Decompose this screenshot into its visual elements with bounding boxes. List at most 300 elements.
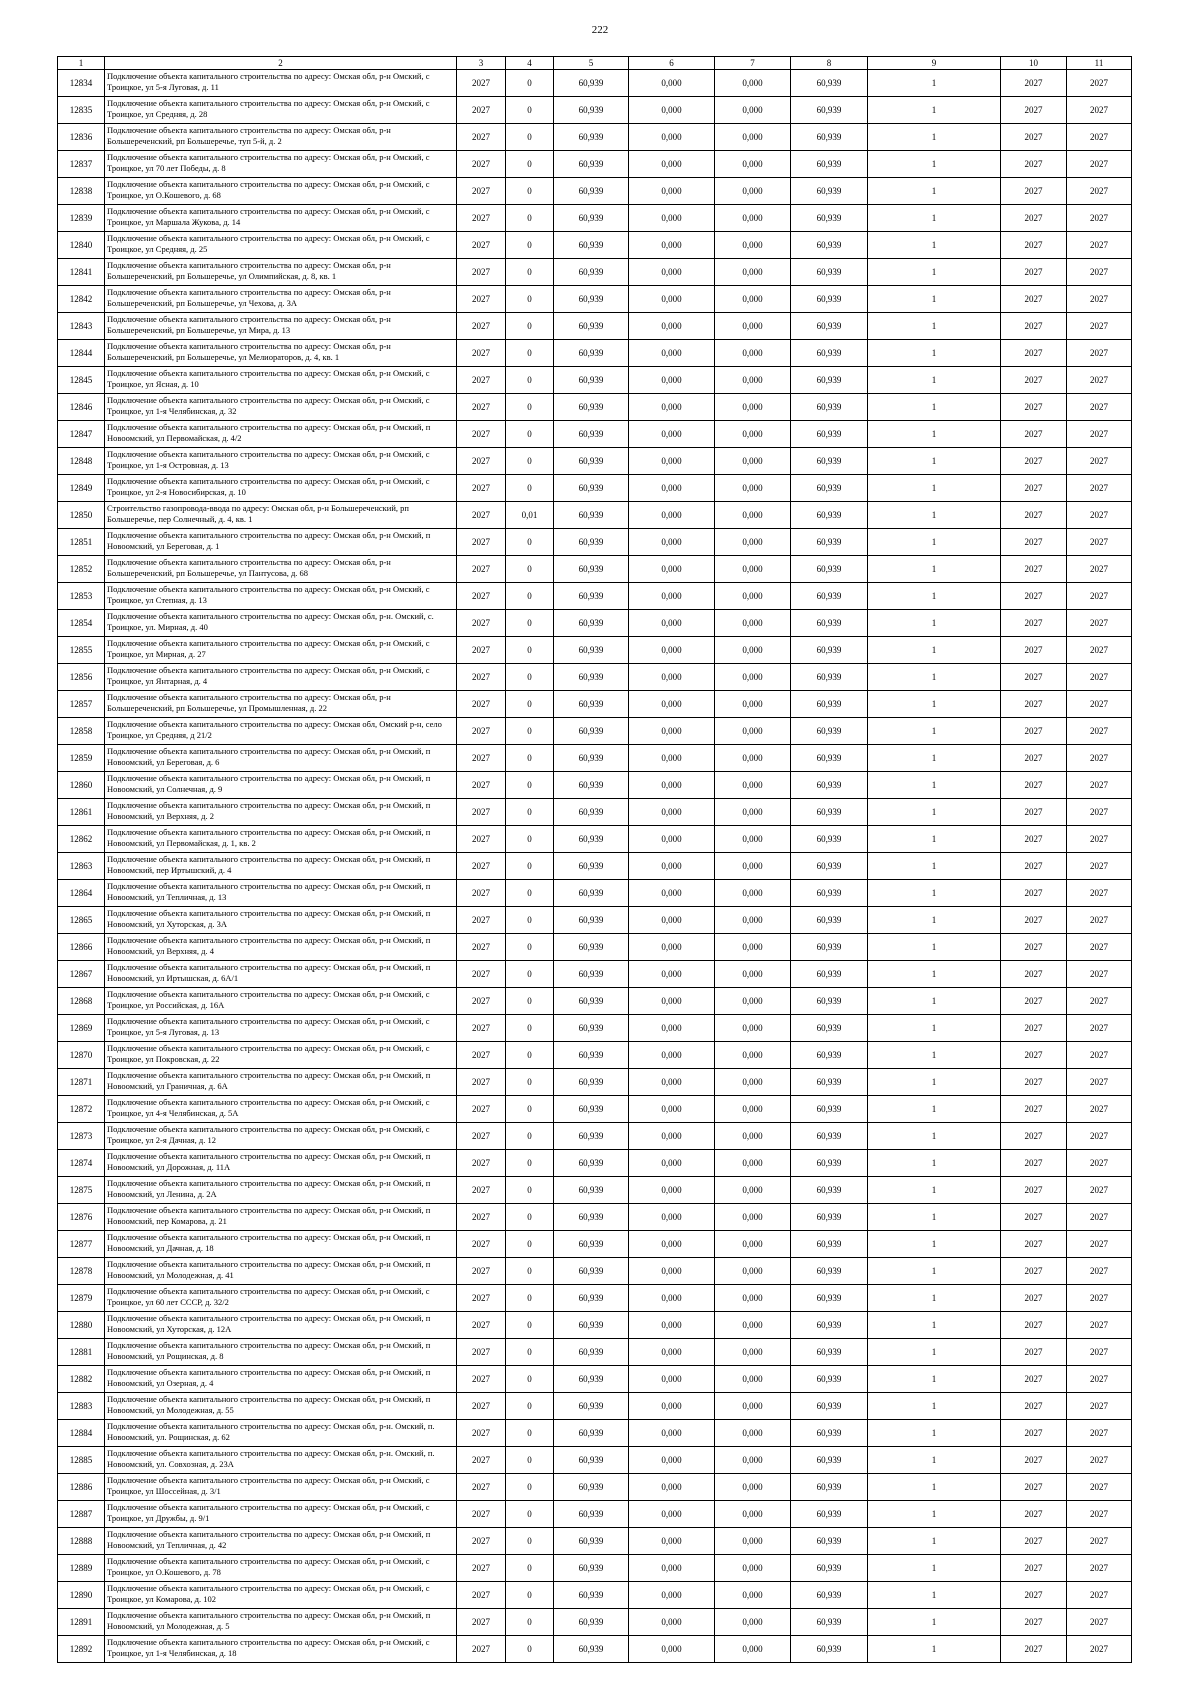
description-cell	[105, 367, 457, 394]
year-cell: 2027	[457, 691, 506, 718]
row-number-cell: 12843	[58, 313, 105, 340]
investment-table	[57, 56, 1132, 1663]
value-cell-8: 60,939	[791, 1609, 868, 1636]
description-text: Подключение объекта капитального строительства по адресу: Омская обл, р-н Омский, п Новоомский, ул Ленина, д. 2А	[107, 1178, 431, 1199]
description-cell	[105, 421, 457, 448]
row-number-cell: 12841	[58, 259, 105, 286]
value-cell-7: 0,000	[715, 1312, 791, 1339]
value-cell-6: 0,000	[629, 475, 715, 502]
row-number-cell: 12857	[58, 691, 105, 718]
description-cell	[105, 151, 457, 178]
value-cell-8: 60,939	[791, 1285, 868, 1312]
value-cell-9: 1	[868, 1366, 1001, 1393]
description-text: Строительство газопровода-ввода по адресу: Омская обл, р-н Большереченский, рп Большеречье, пер Солнечный, д. 4, кв. 1	[107, 503, 409, 524]
description-cell	[105, 1015, 457, 1042]
value-cell-7: 0,000	[715, 853, 791, 880]
value-cell-6: 0,000	[629, 529, 715, 556]
table-row	[58, 286, 1132, 313]
year-cell: 2027	[457, 124, 506, 151]
description-cell	[105, 1555, 457, 1582]
value-cell-5: 60,939	[554, 1312, 629, 1339]
year-start-cell: 2027	[1001, 745, 1067, 772]
year-cell: 2027	[457, 1231, 506, 1258]
description-cell	[105, 529, 457, 556]
value-cell-7: 0,000	[715, 610, 791, 637]
value-cell-5: 60,939	[554, 934, 629, 961]
value-cell-7: 0,000	[715, 1123, 791, 1150]
year-start-cell: 2027	[1001, 799, 1067, 826]
row-number-cell: 12866	[58, 934, 105, 961]
value-cell-4: 0	[506, 637, 554, 664]
year-end-cell: 2027	[1067, 1177, 1132, 1204]
value-cell-5: 60,939	[554, 421, 629, 448]
value-cell-6: 0,000	[629, 340, 715, 367]
value-cell-9: 1	[868, 1609, 1001, 1636]
value-cell-6: 0,000	[629, 1555, 715, 1582]
year-cell: 2027	[457, 745, 506, 772]
value-cell-8: 60,939	[791, 988, 868, 1015]
year-start-cell: 2027	[1001, 1447, 1067, 1474]
value-cell-9: 1	[868, 1312, 1001, 1339]
table-row	[58, 934, 1132, 961]
value-cell-5: 60,939	[554, 259, 629, 286]
description-text: Подключение объекта капитального строительства по адресу: Омская обл, р-н Омский, с Троицкое, ул 70 лет Победы, д. 8	[107, 152, 430, 173]
row-number-cell: 12850	[58, 502, 105, 529]
value-cell-4: 0	[506, 718, 554, 745]
description-text: Подключение объекта капитального строительства по адресу: Омская обл, р-н Омский, п Новоомский, ул Хуторская, д. 12А	[107, 1313, 431, 1334]
year-start-cell: 2027	[1001, 1609, 1067, 1636]
description-cell	[105, 1420, 457, 1447]
year-start-cell: 2027	[1001, 772, 1067, 799]
year-end-cell: 2027	[1067, 178, 1132, 205]
value-cell-9: 1	[868, 70, 1001, 97]
value-cell-9: 1	[868, 934, 1001, 961]
table-row	[58, 1555, 1132, 1582]
description-text: Подключение объекта капитального строительства по адресу: Омская обл, р-н Омский, п Новоомский, ул Верхняя, д. 2	[107, 800, 431, 821]
value-cell-6: 0,000	[629, 1015, 715, 1042]
year-end-cell: 2027	[1067, 502, 1132, 529]
value-cell-4: 0	[506, 340, 554, 367]
table-row	[58, 1123, 1132, 1150]
value-cell-5: 60,939	[554, 286, 629, 313]
value-cell-5: 60,939	[554, 826, 629, 853]
year-end-cell: 2027	[1067, 313, 1132, 340]
value-cell-8: 60,939	[791, 259, 868, 286]
table-row	[58, 853, 1132, 880]
year-cell: 2027	[457, 1015, 506, 1042]
row-number-cell: 12892	[58, 1636, 105, 1663]
year-end-cell: 2027	[1067, 961, 1132, 988]
description-text: Подключение объекта капитального строительства по адресу: Омская обл, р-н Омский, с Троицкое, ул Шоссейная, д. 3/1	[107, 1475, 430, 1496]
year-start-cell: 2027	[1001, 232, 1067, 259]
description-cell	[105, 70, 457, 97]
value-cell-6: 0,000	[629, 1393, 715, 1420]
table-row	[58, 1177, 1132, 1204]
value-cell-6: 0,000	[629, 1609, 715, 1636]
description-cell	[105, 124, 457, 151]
value-cell-6: 0,000	[629, 1177, 715, 1204]
value-cell-4: 0	[506, 772, 554, 799]
value-cell-8: 60,939	[791, 907, 868, 934]
value-cell-6: 0,000	[629, 151, 715, 178]
description-text: Подключение объекта капитального строительства по адресу: Омская обл, р-н. Омский, п. Новоомский, ул. Рощинская, д. 62	[107, 1421, 435, 1442]
value-cell-5: 60,939	[554, 1339, 629, 1366]
value-cell-4: 0	[506, 178, 554, 205]
year-cell: 2027	[457, 1312, 506, 1339]
description-text: Подключение объекта капитального строительства по адресу: Омская обл, р-н Большереченский, рп Большеречье, ул Промышленная, д. 22	[107, 692, 391, 713]
value-cell-8: 60,939	[791, 1447, 868, 1474]
year-end-cell: 2027	[1067, 1150, 1132, 1177]
value-cell-6: 0,000	[629, 1582, 715, 1609]
value-cell-4: 0	[506, 907, 554, 934]
value-cell-4: 0	[506, 529, 554, 556]
description-cell	[105, 1528, 457, 1555]
description-text: Подключение объекта капитального строительства по адресу: Омская обл, р-н Большереченский, рп Большеречье, туп 5-й, д. 2	[107, 125, 391, 146]
year-end-cell: 2027	[1067, 988, 1132, 1015]
year-cell: 2027	[457, 961, 506, 988]
year-start-cell: 2027	[1001, 394, 1067, 421]
year-end-cell: 2027	[1067, 448, 1132, 475]
description-cell	[105, 205, 457, 232]
row-number-cell: 12844	[58, 340, 105, 367]
value-cell-8: 60,939	[791, 1312, 868, 1339]
year-end-cell: 2027	[1067, 907, 1132, 934]
value-cell-7: 0,000	[715, 1150, 791, 1177]
value-cell-9: 1	[868, 1069, 1001, 1096]
value-cell-7: 0,000	[715, 934, 791, 961]
row-number-cell: 12881	[58, 1339, 105, 1366]
row-number-cell: 12886	[58, 1474, 105, 1501]
value-cell-8: 60,939	[791, 124, 868, 151]
row-number-cell: 12852	[58, 556, 105, 583]
description-cell	[105, 1501, 457, 1528]
year-cell: 2027	[457, 259, 506, 286]
value-cell-8: 60,939	[791, 1582, 868, 1609]
value-cell-5: 60,939	[554, 988, 629, 1015]
table-row	[58, 1069, 1132, 1096]
value-cell-8: 60,939	[791, 718, 868, 745]
row-number-cell: 12840	[58, 232, 105, 259]
value-cell-5: 60,939	[554, 880, 629, 907]
year-start-cell: 2027	[1001, 1366, 1067, 1393]
year-start-cell: 2027	[1001, 907, 1067, 934]
description-cell	[105, 1609, 457, 1636]
value-cell-6: 0,000	[629, 421, 715, 448]
value-cell-8: 60,939	[791, 961, 868, 988]
value-cell-5: 60,939	[554, 610, 629, 637]
value-cell-7: 0,000	[715, 637, 791, 664]
value-cell-9: 1	[868, 97, 1001, 124]
table-row	[58, 475, 1132, 502]
row-number-cell: 12884	[58, 1420, 105, 1447]
value-cell-7: 0,000	[715, 1501, 791, 1528]
value-cell-5: 60,939	[554, 664, 629, 691]
description-text: Подключение объекта капитального строительства по адресу: Омская обл, р-н Омский, п Новоомский, пер Иртышский, д. 4	[107, 854, 431, 875]
row-number-cell: 12870	[58, 1042, 105, 1069]
description-text: Подключение объекта капитального строительства по адресу: Омская обл, р-н Омский, с Троицкое, ул Маршала Жукова, д. 14	[107, 206, 430, 227]
value-cell-5: 60,939	[554, 1528, 629, 1555]
table-row	[58, 1447, 1132, 1474]
year-cell: 2027	[457, 394, 506, 421]
value-cell-7: 0,000	[715, 448, 791, 475]
row-number-cell: 12854	[58, 610, 105, 637]
table-row	[58, 1474, 1132, 1501]
value-cell-8: 60,939	[791, 340, 868, 367]
value-cell-9: 1	[868, 178, 1001, 205]
table-row	[58, 583, 1132, 610]
year-start-cell: 2027	[1001, 556, 1067, 583]
row-number-cell: 12858	[58, 718, 105, 745]
year-cell: 2027	[457, 502, 506, 529]
value-cell-9: 1	[868, 448, 1001, 475]
value-cell-7: 0,000	[715, 421, 791, 448]
value-cell-6: 0,000	[629, 745, 715, 772]
year-end-cell: 2027	[1067, 259, 1132, 286]
year-end-cell: 2027	[1067, 772, 1132, 799]
value-cell-9: 1	[868, 1231, 1001, 1258]
description-cell	[105, 799, 457, 826]
value-cell-7: 0,000	[715, 1474, 791, 1501]
year-start-cell: 2027	[1001, 880, 1067, 907]
year-start-cell: 2027	[1001, 1069, 1067, 1096]
column-header: 9	[868, 57, 1001, 70]
value-cell-7: 0,000	[715, 1393, 791, 1420]
value-cell-6: 0,000	[629, 1474, 715, 1501]
value-cell-7: 0,000	[715, 691, 791, 718]
year-end-cell: 2027	[1067, 880, 1132, 907]
year-cell: 2027	[457, 1177, 506, 1204]
description-cell	[105, 583, 457, 610]
description-text: Подключение объекта капитального строительства по адресу: Омская обл, р-н Омский, с Троицкое, ул 1-я Островная, д. 13	[107, 449, 430, 470]
value-cell-4: 0	[506, 1528, 554, 1555]
value-cell-4: 0	[506, 151, 554, 178]
value-cell-6: 0,000	[629, 961, 715, 988]
year-start-cell: 2027	[1001, 1231, 1067, 1258]
value-cell-8: 60,939	[791, 448, 868, 475]
table-row	[58, 1393, 1132, 1420]
value-cell-7: 0,000	[715, 1636, 791, 1663]
value-cell-9: 1	[868, 205, 1001, 232]
year-cell: 2027	[457, 1123, 506, 1150]
value-cell-4: 0	[506, 313, 554, 340]
value-cell-4: 0,01	[506, 502, 554, 529]
year-start-cell: 2027	[1001, 286, 1067, 313]
description-text: Подключение объекта капитального строительства по адресу: Омская обл, р-н Омский, п Новоомский, ул Береговая, д. 6	[107, 746, 431, 767]
value-cell-7: 0,000	[715, 97, 791, 124]
value-cell-9: 1	[868, 853, 1001, 880]
table-row	[58, 718, 1132, 745]
row-number-cell: 12872	[58, 1096, 105, 1123]
row-number-cell: 12871	[58, 1069, 105, 1096]
value-cell-7: 0,000	[715, 151, 791, 178]
value-cell-4: 0	[506, 853, 554, 880]
description-cell	[105, 1231, 457, 1258]
value-cell-6: 0,000	[629, 448, 715, 475]
year-start-cell: 2027	[1001, 1420, 1067, 1447]
value-cell-7: 0,000	[715, 1555, 791, 1582]
value-cell-8: 60,939	[791, 1042, 868, 1069]
value-cell-5: 60,939	[554, 1042, 629, 1069]
year-start-cell: 2027	[1001, 1285, 1067, 1312]
row-number-cell: 12889	[58, 1555, 105, 1582]
year-cell: 2027	[457, 1636, 506, 1663]
year-end-cell: 2027	[1067, 853, 1132, 880]
description-text: Подключение объекта капитального строительства по адресу: Омская обл, р-н Омский, п Новоомский, пер Комарова, д. 21	[107, 1205, 431, 1226]
description-text: Подключение объекта капитального строительства по адресу: Омская обл, р-н Омский, с Троицкое, ул Средняя, д. 25	[107, 233, 430, 254]
year-end-cell: 2027	[1067, 394, 1132, 421]
table-row	[58, 1204, 1132, 1231]
value-cell-5: 60,939	[554, 1231, 629, 1258]
description-text: Подключение объекта капитального строительства по адресу: Омская обл, р-н Омский, с Троицкое, ул Степная, д. 13	[107, 584, 430, 605]
year-end-cell: 2027	[1067, 1609, 1132, 1636]
value-cell-6: 0,000	[629, 367, 715, 394]
year-cell: 2027	[457, 151, 506, 178]
table-row	[58, 1015, 1132, 1042]
value-cell-6: 0,000	[629, 1258, 715, 1285]
value-cell-8: 60,939	[791, 1123, 868, 1150]
description-text: Подключение объекта капитального строительства по адресу: Омская обл, р-н Омский, п Новоомский, ул Молодежная, д. 55	[107, 1394, 431, 1415]
value-cell-9: 1	[868, 772, 1001, 799]
value-cell-4: 0	[506, 1015, 554, 1042]
table-row	[58, 637, 1132, 664]
year-cell: 2027	[457, 529, 506, 556]
table-row	[58, 529, 1132, 556]
value-cell-9: 1	[868, 826, 1001, 853]
description-text: Подключение объекта капитального строительства по адресу: Омская обл, р-н Омский, с Троицкое, ул Янтарная, д. 4	[107, 665, 430, 686]
value-cell-8: 60,939	[791, 583, 868, 610]
value-cell-9: 1	[868, 637, 1001, 664]
year-end-cell: 2027	[1067, 556, 1132, 583]
value-cell-8: 60,939	[791, 1501, 868, 1528]
description-cell	[105, 1582, 457, 1609]
year-end-cell: 2027	[1067, 1420, 1132, 1447]
year-end-cell: 2027	[1067, 475, 1132, 502]
year-start-cell: 2027	[1001, 988, 1067, 1015]
value-cell-9: 1	[868, 1582, 1001, 1609]
table-row	[58, 1339, 1132, 1366]
description-text: Подключение объекта капитального строительства по адресу: Омская обл, р-н Омский, с Троицкое, ул Комарова, д. 102	[107, 1583, 430, 1604]
year-end-cell: 2027	[1067, 1285, 1132, 1312]
column-header: 5	[554, 57, 629, 70]
row-number-cell: 12869	[58, 1015, 105, 1042]
row-number-cell: 12865	[58, 907, 105, 934]
description-text: Подключение объекта капитального строительства по адресу: Омская обл, р-н Омский, п Новоомский, ул Рощинская, д. 8	[107, 1340, 431, 1361]
value-cell-8: 60,939	[791, 1258, 868, 1285]
table-row	[58, 1420, 1132, 1447]
description-cell	[105, 1096, 457, 1123]
row-number-cell: 12891	[58, 1609, 105, 1636]
value-cell-4: 0	[506, 124, 554, 151]
table-body	[58, 70, 1132, 1663]
description-text: Подключение объекта капитального строительства по адресу: Омская обл, р-н Омский, п Новоомский, ул Тепличная, д. 13	[107, 881, 431, 902]
value-cell-9: 1	[868, 1258, 1001, 1285]
column-header: 8	[791, 57, 868, 70]
value-cell-9: 1	[868, 421, 1001, 448]
value-cell-5: 60,939	[554, 448, 629, 475]
value-cell-7: 0,000	[715, 961, 791, 988]
value-cell-8: 60,939	[791, 1393, 868, 1420]
row-number-cell: 12848	[58, 448, 105, 475]
row-number-cell: 12862	[58, 826, 105, 853]
value-cell-5: 60,939	[554, 97, 629, 124]
year-cell: 2027	[457, 205, 506, 232]
year-start-cell: 2027	[1001, 1150, 1067, 1177]
value-cell-4: 0	[506, 556, 554, 583]
year-cell: 2027	[457, 1555, 506, 1582]
description-cell	[105, 610, 457, 637]
row-number-cell: 12849	[58, 475, 105, 502]
description-text: Подключение объекта капитального строительства по адресу: Омская обл, р-н Большереченский, рп Большеречье, ул Мелиораторов, д. 4, кв. 1	[107, 341, 391, 362]
year-cell: 2027	[457, 1258, 506, 1285]
year-start-cell: 2027	[1001, 691, 1067, 718]
year-end-cell: 2027	[1067, 151, 1132, 178]
table-row	[58, 1258, 1132, 1285]
value-cell-6: 0,000	[629, 1339, 715, 1366]
year-end-cell: 2027	[1067, 637, 1132, 664]
year-cell: 2027	[457, 178, 506, 205]
year-cell: 2027	[457, 907, 506, 934]
value-cell-4: 0	[506, 1231, 554, 1258]
value-cell-9: 1	[868, 610, 1001, 637]
value-cell-6: 0,000	[629, 1096, 715, 1123]
description-text: Подключение объекта капитального строительства по адресу: Омская обл, р-н Омский, с Троицкое, ул О.Кошевого, д. 68	[107, 179, 430, 200]
year-start-cell: 2027	[1001, 1258, 1067, 1285]
year-cell: 2027	[457, 313, 506, 340]
year-start-cell: 2027	[1001, 1636, 1067, 1663]
value-cell-8: 60,939	[791, 745, 868, 772]
value-cell-9: 1	[868, 583, 1001, 610]
value-cell-7: 0,000	[715, 502, 791, 529]
value-cell-4: 0	[506, 745, 554, 772]
table-row	[58, 1285, 1132, 1312]
value-cell-6: 0,000	[629, 1501, 715, 1528]
description-text: Подключение объекта капитального строительства по адресу: Омская обл, р-н Омский, п Новоомский, ул Озерная, д. 4	[107, 1367, 431, 1388]
year-cell: 2027	[457, 1096, 506, 1123]
description-cell	[105, 664, 457, 691]
value-cell-8: 60,939	[791, 826, 868, 853]
table-row	[58, 97, 1132, 124]
year-end-cell: 2027	[1067, 1123, 1132, 1150]
value-cell-8: 60,939	[791, 151, 868, 178]
description-cell	[105, 1123, 457, 1150]
value-cell-4: 0	[506, 1096, 554, 1123]
table-row	[58, 340, 1132, 367]
year-cell: 2027	[457, 880, 506, 907]
value-cell-6: 0,000	[629, 907, 715, 934]
value-cell-9: 1	[868, 1474, 1001, 1501]
value-cell-5: 60,939	[554, 232, 629, 259]
value-cell-5: 60,939	[554, 340, 629, 367]
year-start-cell: 2027	[1001, 97, 1067, 124]
year-start-cell: 2027	[1001, 610, 1067, 637]
description-cell	[105, 880, 457, 907]
value-cell-8: 60,939	[791, 367, 868, 394]
year-cell: 2027	[457, 1528, 506, 1555]
table-row	[58, 1528, 1132, 1555]
description-cell	[105, 232, 457, 259]
value-cell-4: 0	[506, 1636, 554, 1663]
value-cell-5: 60,939	[554, 1474, 629, 1501]
year-cell: 2027	[457, 475, 506, 502]
value-cell-9: 1	[868, 745, 1001, 772]
year-cell: 2027	[457, 637, 506, 664]
year-end-cell: 2027	[1067, 1528, 1132, 1555]
year-start-cell: 2027	[1001, 1015, 1067, 1042]
value-cell-5: 60,939	[554, 1258, 629, 1285]
value-cell-9: 1	[868, 718, 1001, 745]
row-number-cell: 12860	[58, 772, 105, 799]
row-number-cell: 12887	[58, 1501, 105, 1528]
